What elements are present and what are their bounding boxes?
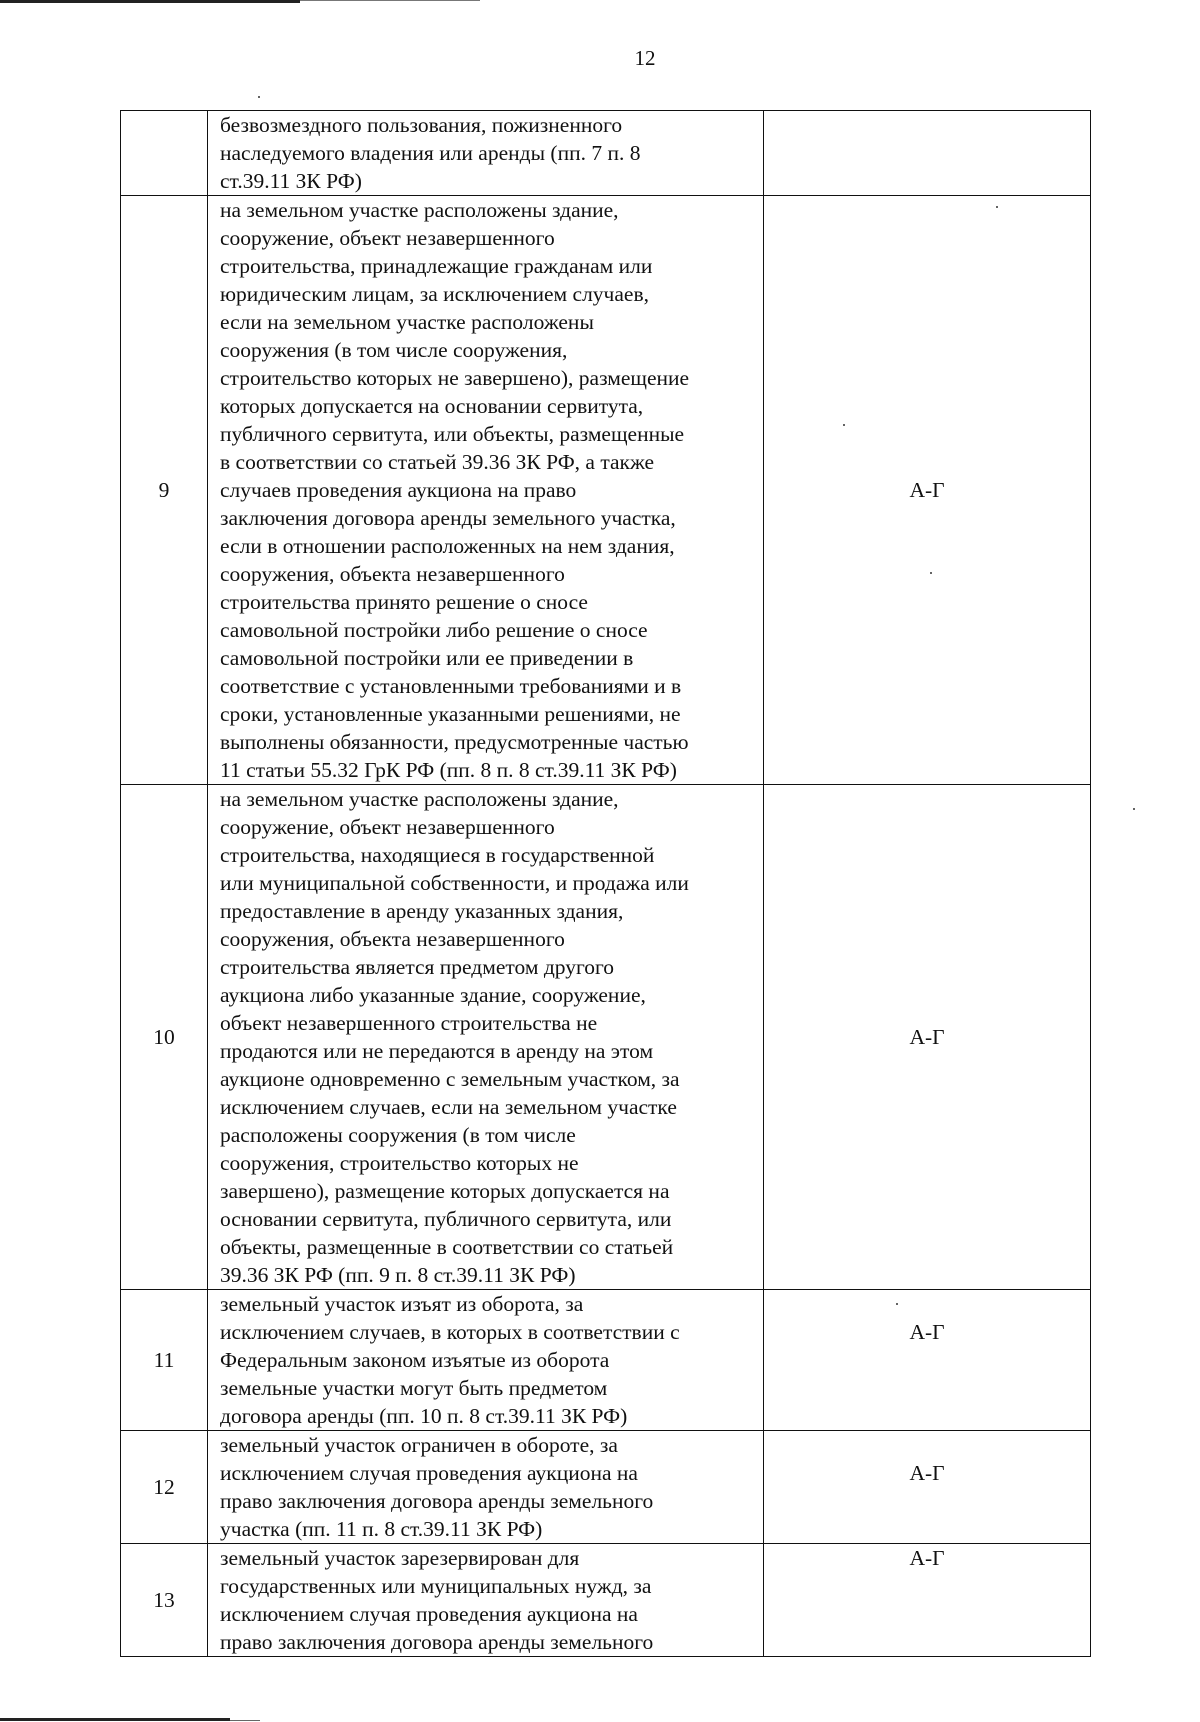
text-line: государственных или муниципальных нужд, за: [220, 1574, 652, 1598]
text-line: земельный участок зарезервирован для: [220, 1546, 580, 1570]
text-line: договора аренды (пп. 10 п. 8 ст.39.11 ЗК РФ): [220, 1404, 628, 1428]
text-line: земельный участок ограничен в обороте, за: [220, 1433, 618, 1457]
text-line: наследуемого владения или аренды (пп. 7 п. 8: [220, 141, 641, 165]
text-line: если на земельном участке расположены: [220, 310, 594, 334]
row-number: [121, 111, 208, 196]
text-line: право заключения договора аренды земельного: [220, 1489, 654, 1513]
text-line: право заключения договора аренды земельного: [220, 1630, 654, 1654]
text-line: земельные участки могут быть предметом: [220, 1376, 608, 1400]
text-line: на земельном участке расположены здание,: [220, 198, 619, 222]
row-code-cell: [764, 1544, 1091, 1657]
text-line: 39.36 ЗК РФ (пп. 9 п. 8 ст.39.11 ЗК РФ): [220, 1263, 576, 1287]
text-line: сооружение, объект незавершенного: [220, 226, 555, 250]
row-code: А-Г: [909, 1546, 945, 1570]
row-code: А-Г: [909, 1320, 945, 1344]
text-line: 11 статьи 55.32 ГрК РФ (пп. 8 п. 8 ст.39.11 ЗК РФ): [220, 758, 677, 782]
page-number: 12: [634, 46, 656, 70]
text-line: выполнены обязанности, предусмотренные частью: [220, 730, 689, 754]
table-row: [121, 1544, 1091, 1657]
text-line: аукциона либо указанные здание, сооружение,: [220, 983, 646, 1007]
text-line: сооружения, объекта незавершенного: [220, 562, 565, 586]
text-line: объект незавершенного строительства не: [220, 1011, 598, 1035]
row-number: 13: [121, 1544, 208, 1657]
row-condition-text: [208, 1431, 764, 1544]
row-number: 11: [121, 1290, 208, 1431]
table-row: [121, 785, 1091, 1290]
scan-edge-top: [0, 0, 300, 3]
row-code-cell: [764, 111, 1091, 196]
row-condition-text: [208, 785, 764, 1290]
row-code-cell: [764, 196, 1091, 785]
text-line: объекты, размещенные в соответствии со статьей: [220, 1235, 674, 1259]
row-code-cell: [764, 1431, 1091, 1544]
text-line: которых допускается на основании сервитута,: [220, 394, 644, 418]
text-line: самовольной постройки либо решение о сносе: [220, 618, 648, 642]
table-row: [121, 1290, 1091, 1431]
table-row: [121, 111, 1091, 196]
text-line: исключением случая проведения аукциона на: [220, 1602, 638, 1626]
text-line: исключением случаев, в которых в соответствии с: [220, 1320, 680, 1344]
scan-edge-top-thin: [300, 0, 480, 1]
text-line: сроки, установленные указанными решениями, не: [220, 702, 681, 726]
text-line: предоставление в аренду указанных здания,: [220, 899, 624, 923]
text-line: строительства является предметом другого: [220, 955, 615, 979]
scan-speck: [1133, 808, 1135, 810]
text-line: строительство которых не завершено), размещение: [220, 366, 690, 390]
text-line: ст.39.11 ЗК РФ): [220, 169, 362, 193]
text-line: завершено), размещение которых допускается на: [220, 1179, 670, 1203]
text-line: если в отношении расположенных на нем здания,: [220, 534, 675, 558]
scan-speck: [258, 96, 260, 98]
text-line: Федеральным законом изъятые из оборота: [220, 1348, 610, 1372]
text-line: сооружения, строительство которых не: [220, 1151, 579, 1175]
text-line: участка (пп. 11 п. 8 ст.39.11 ЗК РФ): [220, 1517, 543, 1541]
text-line: сооружения, объекта незавершенного: [220, 927, 565, 951]
scan-edge-bottom-thin: [230, 1720, 260, 1721]
text-line: продаются или не передаются в аренду на этом: [220, 1039, 654, 1063]
row-number: 10: [121, 785, 208, 1290]
text-line: исключением случая проведения аукциона на: [220, 1461, 638, 1485]
text-line: основании сервитута, публичного сервитута, или: [220, 1207, 672, 1231]
row-code-cell: [764, 1290, 1091, 1431]
text-line: самовольной постройки или ее приведении в: [220, 646, 634, 670]
criteria-table-body: [121, 111, 1091, 1657]
text-line: безвозмездного пользования, пожизненного: [220, 113, 623, 137]
text-line: соответствие с установленными требованиями и в: [220, 674, 682, 698]
text-line: расположены сооружения (в том числе: [220, 1123, 576, 1147]
text-line: в соответствии со статьей 39.36 ЗК РФ, а также: [220, 450, 655, 474]
row-condition-text: [208, 1544, 764, 1657]
text-line: аукционе одновременно с земельным участком, за: [220, 1067, 680, 1091]
table-row: [121, 1431, 1091, 1544]
scan-edge-bottom: [0, 1718, 230, 1721]
text-line: сооружение, объект незавершенного: [220, 815, 555, 839]
table-row: [121, 196, 1091, 785]
text-line: случаев проведения аукциона на право: [220, 478, 577, 502]
row-number: 9: [121, 196, 208, 785]
text-line: земельный участок изъят из оборота, за: [220, 1292, 584, 1316]
row-condition-text: [208, 1290, 764, 1431]
criteria-table: [120, 110, 1091, 1657]
row-condition-text: [208, 196, 764, 785]
row-code-cell: [764, 785, 1091, 1290]
row-code: А-Г: [909, 478, 945, 502]
text-line: юридическим лицам, за исключением случаев,: [220, 282, 649, 306]
row-condition-text: [208, 111, 764, 196]
text-line: строительства принято решение о сносе: [220, 590, 588, 614]
text-line: публичного сервитута, или объекты, размещенные: [220, 422, 685, 446]
text-line: или муниципальной собственности, и продажа или: [220, 871, 689, 895]
row-number: 12: [121, 1431, 208, 1544]
text-line: строительства, принадлежащие гражданам или: [220, 254, 653, 278]
text-line: заключения договора аренды земельного участка,: [220, 506, 676, 530]
text-line: сооружения (в том числе сооружения,: [220, 338, 568, 362]
row-code: А-Г: [909, 1461, 945, 1485]
text-line: на земельном участке расположены здание,: [220, 787, 619, 811]
row-code: А-Г: [909, 1025, 945, 1049]
text-line: исключением случаев, если на земельном участке: [220, 1095, 677, 1119]
text-line: строительства, находящиеся в государственной: [220, 843, 655, 867]
